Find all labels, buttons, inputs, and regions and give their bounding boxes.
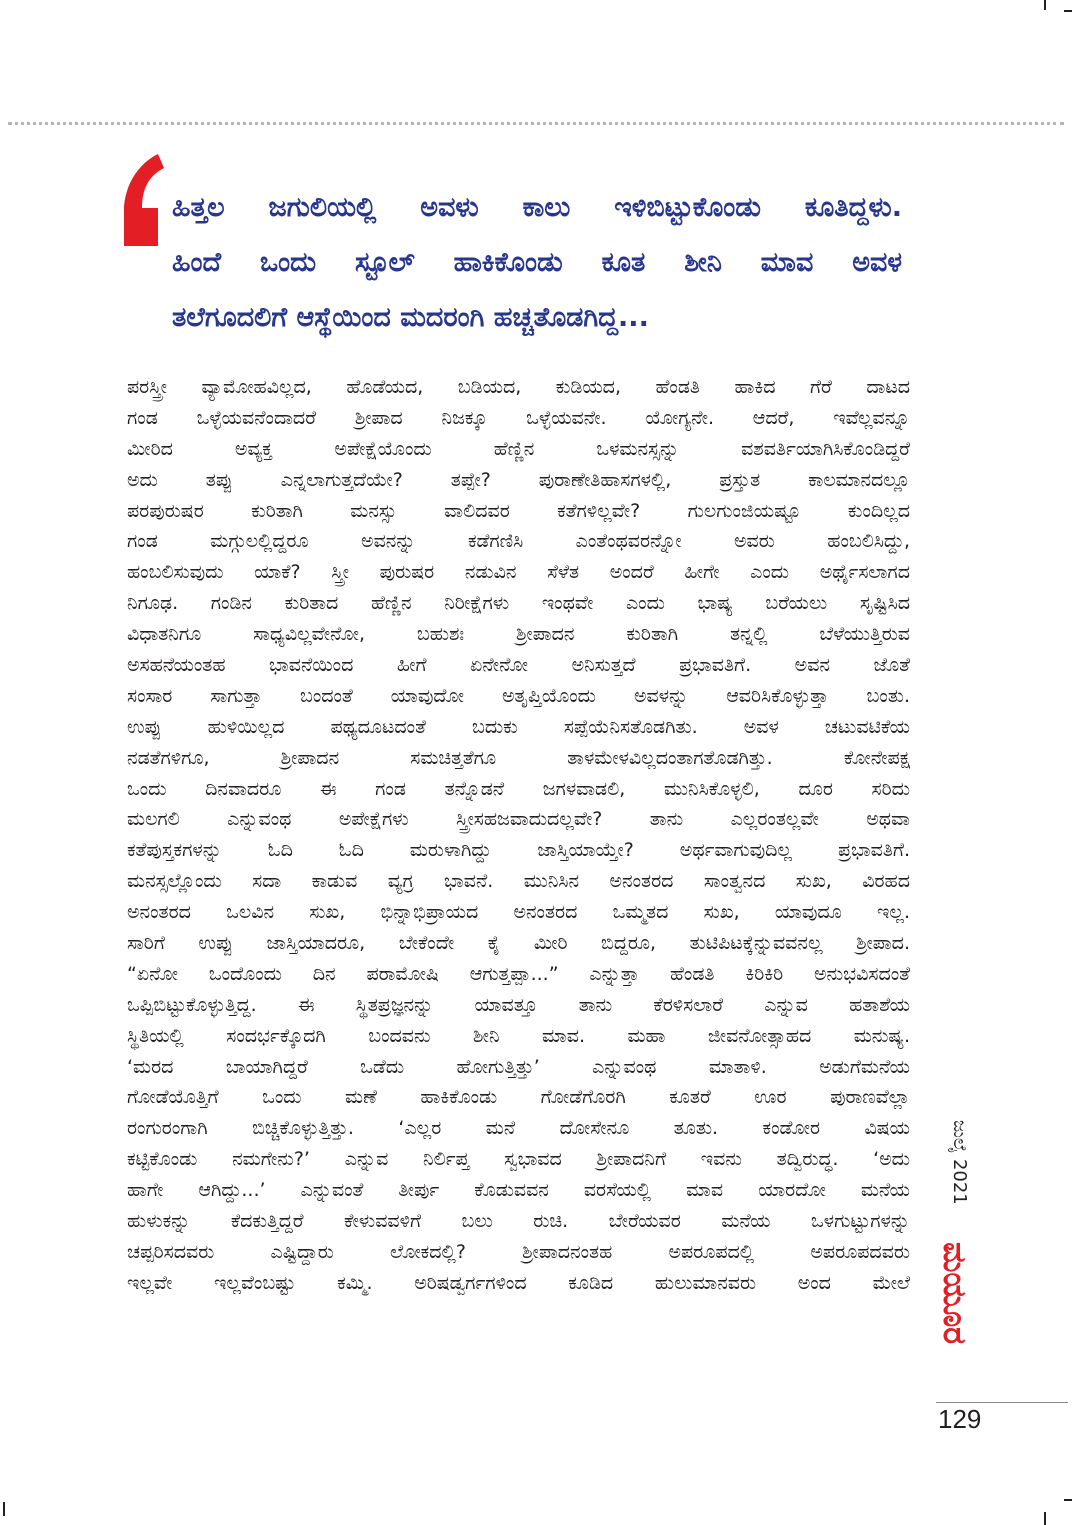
body-line: ರಂಗುರಂಗಾಗಿ ಬಿಚ್ಚಿಕೊಳ್ಳುತ್ತಿತ್ತು. ‘ಎಲ್ಲರ ಮನೆ ದೋಸೇನೂ ತೂತು. ಕಂಡೋರ ವಿಷಯ (127, 1117, 910, 1140)
body-line: ಅಸಹನೆಯಂತಹ ಭಾವನೆಯಿಂದ ಹೀಗೆ ಏನೇನೋ ಅನಿಸುತ್ತದೆ ಪ್ರಭಾವತಿಗೆ. ಅವನ ಜೊತೆ (127, 654, 910, 677)
body-line: ಗಂಡ ಒಳ್ಳೆಯವನೆಂದಾದರೆ ಶ್ರೀಪಾದ ನಿಜಕ್ಕೂ ಒಳ್ಳೆಯವನೇ. ಯೋಗ್ಯನೇ. ಆದರೆ, ಇವೆಲ್ಲವನ್ನೂ (127, 406, 910, 429)
body-line: ವಿಧಾತನಿಗೂ ಸಾಧ್ಯವಿಲ್ಲವೇನೋ, ಬಹುಶಃ ಶ್ರೀಪಾದನ ಕುರಿತಾಗಿ ತನ್ನಲ್ಲಿ ಬೆಳೆಯುತ್ತಿರುವ (127, 623, 910, 646)
crop-mark-bottom-right (1064, 1499, 1072, 1501)
body-line: ಅದು ತಪ್ಪು ಎನ್ನಲಾಗುತ್ತದೆಯೇ? ತಪ್ಪೇ? ಪುರಾಣೇತಿಹಾಸಗಳಲ್ಲಿ, ಪ್ರಸ್ತುತ ಕಾಲಮಾನದಲ್ಲೂ (127, 468, 910, 491)
body-line: ನಿಗೂಢ. ಗಂಡಿನ ಕುರಿತಾದ ಹೆಣ್ಣಿನ ನಿರೀಕ್ಷೆಗಳು ಇಂಥವೇ ಎಂದು ಭಾಷ್ಯ ಬರೆಯಲು ಸೃಷ್ಟಿಸಿದ (127, 592, 910, 615)
article-body (127, 372, 910, 1299)
body-line: ಕತೆಪುಸ್ತಕಗಳನ್ನು ಓದಿ ಓದಿ ಮರುಳಾಗಿದ್ದು ಜಾಸ್ತಿಯಾಯ್ತೇ? ಅರ್ಥವಾಗುವುದಿಲ್ಲ ಪ್ರಭಾವತಿಗೆ. (127, 839, 910, 862)
issue-date-text: ಜುಲೈ 2021 (949, 1120, 970, 1205)
page-number-rule (936, 1402, 1068, 1403)
body-line: ಹಾಗೇ ಆಗಿದ್ದು...’ ಎನ್ನುವಂತೆ ತೀರ್ಪು ಕೊಡುವವನ ವರಸೆಯಲ್ಲಿ ಮಾವ ಯಾರದೋ ಮನೆಯ (127, 1179, 910, 1202)
pull-quote (172, 180, 902, 345)
body-line: ಸಾರಿಗೆ ಉಪ್ಪು ಜಾಸ್ತಿಯಾದರೂ, ಬೇಕೆಂದೇ ಕೈ ಮೀರಿ ಬಿದ್ದರೂ, ತುಟಿಪಿಟಕ್ಕೆನ್ನುವವನಲ್ಲ ಶ್ರೀಪಾದ. (127, 932, 910, 955)
body-line: ನಡತೆಗಳಿಗೂ, ಶ್ರೀಪಾದನ ಸಮಚಿತ್ತತೆಗೂ ತಾಳಮೇಳವಿಲ್ಲದಂತಾಗತೊಡಗಿತ್ತು. ಕೋನೇಪಕ್ಷ (127, 746, 910, 769)
body-line: ಒಪ್ಪಿಬಿಟ್ಟುಕೊಳ್ಳುತ್ತಿದ್ದ. ಈ ಸ್ಥಿತಪ್ರಜ್ಞನನ್ನು ಯಾವತ್ತೂ ತಾನು ಕೆರಳಿಸಲಾರೆ ಎನ್ನುವ ಹತಾಶೆಯ (127, 993, 910, 1016)
body-line: ಹುಳುಕನ್ನು ಕೆದಕುತ್ತಿದ್ದರೆ ಕೇಳುವವಳಿಗೆ ಬಲು ರುಚಿ. ಬೇರೆಯವರ ಮನೆಯ ಒಳಗುಟ್ಟುಗಳನ್ನು (127, 1210, 910, 1233)
issue-date (943, 1120, 973, 1230)
body-line: ಕಟ್ಟಿಕೊಂಡು ನಮಗೇನು?’ ಎನ್ನುವ ನಿರ್ಲಿಪ್ತ ಸ್ವಭಾವದ ಶ್ರೀಪಾದನಿಗೆ ಇವನು ತದ್ವಿರುದ್ಧ. ‘ಅದು (127, 1148, 910, 1171)
page-number: 129 (938, 1404, 982, 1434)
quote-mark-icon (118, 150, 164, 250)
pull-quote-line: ತಲೆಗೂದಲಿಗೆ ಆಸ್ಥೆಯಿಂದ ಮದರಂಗಿ ಹಚ್ಚತೊಡಗಿದ್ದ... (172, 302, 649, 333)
body-line: ಗಂಡ ಮಗ್ಗುಲಲ್ಲಿದ್ದರೂ ಅವನನ್ನು ಕಡೆಗಣಿಸಿ ಎಂತೆಂಥವರನ್ನೋ ಅವರು ಹಂಬಲಿಸಿದ್ದು, (127, 530, 910, 553)
body-line: ಹಂಬಲಿಸುವುದು ಯಾಕೆ? ಸ್ತ್ರೀ ಪುರುಷರ ನಡುವಿನ ಸೆಳೆತ ಅಂದರೆ ಹೀಗೇ ಎಂದು ಅರ್ಥೈಸಲಾಗದ (127, 561, 910, 584)
body-line: ಉಪ್ಪು ಹುಳಿಯಿಲ್ಲದ ಪಥ್ಯದೂಟದಂತೆ ಬದುಕು ಸಪ್ಪೆಯೆನಿಸತೊಡಗಿತು. ಅವಳ ಚಟುವಟಿಕೆಯ (127, 715, 910, 738)
crop-mark-bottom (1044, 1512, 1046, 1525)
body-line: ಪರಸ್ತ್ರೀ ವ್ಯಾಮೋಹವಿಲ್ಲದ, ಹೊಡೆಯದ, ಬಡಿಯದ, ಕುಡಿಯದ, ಹೆಂಡತಿ ಹಾಕಿದ ಗೆರೆ ದಾಟದ (127, 376, 910, 398)
pull-quote-line: ಹಿತ್ತಲ ಜಗುಲಿಯಲ್ಲಿ ಅವಳು ಕಾಲು ಇಳಿಬಿಟ್ಟುಕೊಂಡು ಕೂತಿದ್ದಳು. (172, 192, 902, 223)
crop-mark-top-right (1064, 10, 1072, 12)
body-line: ಮನಸ್ಸಲ್ಲೊಂದು ಸದಾ ಕಾಡುವ ವ್ಯಗ್ರ ಭಾವನೆ. ಮುನಿಸಿನ ಅನಂತರದ ಸಾಂತ್ವನದ ಸುಖ, ವಿರಹದ (127, 870, 910, 893)
body-line: ಪರಪುರುಷರ ಕುರಿತಾಗಿ ಮನಸ್ಸು ವಾಲಿದವರ ಕತೆಗಳಿಲ್ಲವೇ? ಗುಲಗುಂಜಿಯಷ್ಟೂ ಕುಂದಿಲ್ಲದ (127, 499, 910, 522)
magazine-logo (934, 1242, 976, 1392)
body-line: ಅನಂತರದ ಒಲವಿನ ಸುಖ, ಭಿನ್ನಾಭಿಪ್ರಾಯದ ಅನಂತರದ ಒಮ್ಮತದ ಸುಖ, ಯಾವುದೂ ಇಲ್ಲ. (127, 901, 910, 924)
body-line: ಇಲ್ಲವೇ ಇಲ್ಲವೆಂಬಷ್ಟು ಕಮ್ಮಿ. ಅರಿಷಡ್ವರ್ಗಗಳಿಂದ ಕೂಡಿದ ಹುಲುಮಾನವರು ಅಂದ ಮೇಲೆ (127, 1271, 910, 1294)
dotted-separator (8, 122, 1064, 125)
body-line: ಚಪ್ಪರಿಸದವರು ಎಷ್ಟಿದ್ದಾರು ಲೋಕದಲ್ಲಿ? ಶ್ರೀಪಾದನಂತಹ ಅಪರೂಪದಲ್ಲಿ ಅಪರೂಪದವರು (127, 1240, 910, 1263)
body-line: ಒಂದು ದಿನವಾದರೂ ಈ ಗಂಡ ತನ್ನೊಡನೆ ಜಗಳವಾಡಲಿ, ಮುನಿಸಿಕೊಳ್ಳಲಿ, ದೂರ ಸರಿದು (127, 777, 910, 800)
pull-quote-line: ಹಿಂದೆ ಒಂದು ಸ್ಟೂಲ್ ಹಾಕಿಕೊಂಡು ಕೂತ ಶೀನಿ ಮಾವ ಅವಳ (172, 247, 902, 278)
crop-mark-bottom-left (3, 1502, 5, 1516)
body-line: “ಏನೋ ಒಂದೊಂದು ದಿನ ಪರಾಮೋಷಿ ಆಗುತ್ತಪ್ಪಾ...” ಎನ್ನುತ್ತಾ ಹೆಂಡತಿ ಕಿರಿಕಿರಿ ಅನುಭವಿಸದಂತೆ (127, 962, 910, 985)
body-line: ಗೋಡೆಯೊತ್ತಿಗೆ ಒಂದು ಮಣೆ ಹಾಕಿಕೊಂಡು ಗೋಡೆಗೊರಗಿ ಕೂತರೆ ಊರ ಪುರಾಣವೆಲ್ಲಾ (127, 1086, 910, 1109)
body-line: ಮಲಗಲಿ ಎನ್ನುವಂಥ ಅಪೇಕ್ಷೆಗಳು ಸ್ತ್ರೀಸಹಜವಾದುದಲ್ಲವೇ? ತಾನು ಎಲ್ಲರಂತಲ್ಲವೇ ಅಥವಾ (127, 808, 910, 831)
body-line: ಮೀರಿದ ಅವ್ಯಕ್ತ ಅಪೇಕ್ಷೆಯೊಂದು ಹೆಣ್ಣಿನ ಒಳಮನಸ್ಸನ್ನು ವಶವರ್ತಿಯಾಗಿಸಿಕೊಂಡಿದ್ದರೆ (127, 437, 910, 460)
body-line: ಸಂಸಾರ ಸಾಗುತ್ತಾ ಬಂದಂತೆ ಯಾವುದೋ ಅತೃಪ್ತಿಯೊಂದು ಅವಳನ್ನು ಆವರಿಸಿಕೊಳ್ಳುತ್ತಾ ಬಂತು. (127, 684, 910, 707)
crop-mark-top (1044, 0, 1046, 10)
magazine-logo-text: ಮಯೂರ (936, 1242, 974, 1345)
body-line: ‘ಮರದ ಬಾಯಾಗಿದ್ದರೆ ಒಡೆದು ಹೋಗುತ್ತಿತ್ತು’ ಎನ್ನುವಂಥ ಮಾತಾಳಿ. ಅಡುಗೆಮನೆಯ (127, 1055, 910, 1078)
body-line: ಸ್ಥಿತಿಯಲ್ಲಿ ಸಂದರ್ಭಕ್ಕೊದಗಿ ಬಂದವನು ಶೀನಿ ಮಾವ. ಮಹಾ ಜೀವನೋತ್ಸಾಹದ ಮನುಷ್ಯ. (127, 1024, 910, 1047)
